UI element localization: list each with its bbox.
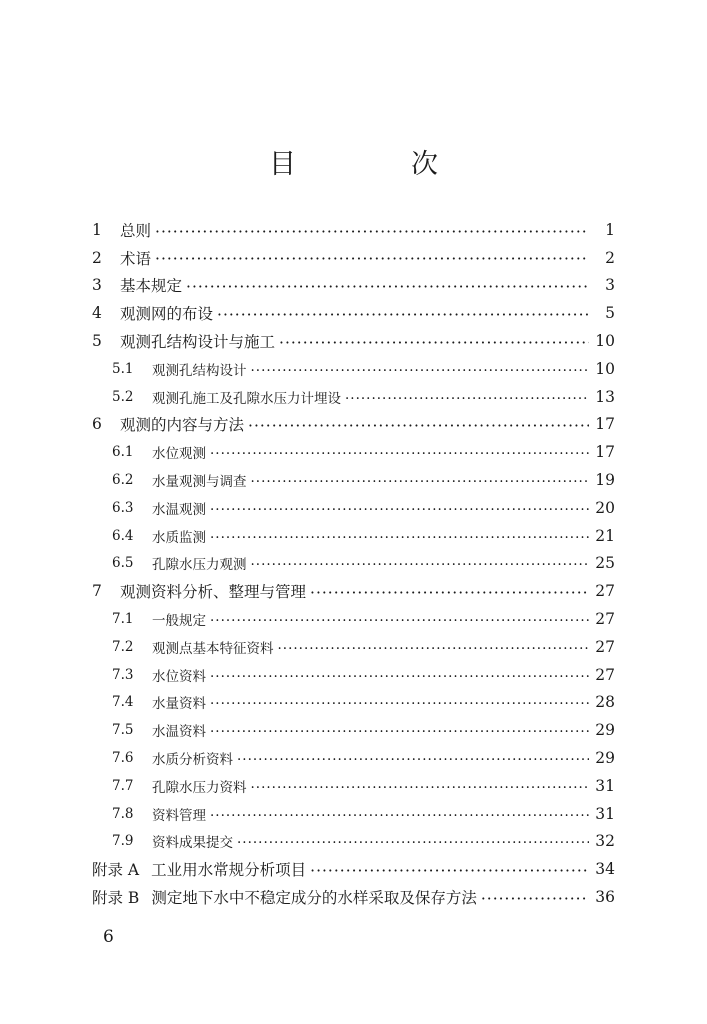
toc-entry-page: 27 [595, 665, 615, 684]
dot-leader [210, 530, 589, 546]
toc-entry-label: 观测资料分析、整理与管理 [120, 583, 307, 602]
dot-leader [279, 334, 589, 353]
toc-entry-number: 7.3 [112, 666, 134, 683]
dot-leader [481, 890, 589, 909]
dot-leader [210, 446, 589, 462]
toc-entry-label: 观测孔结构设计 [152, 362, 247, 379]
toc-entry-number: 4 [92, 304, 102, 323]
toc-entry-page: 31 [595, 776, 615, 795]
toc-entry-number: 5.1 [112, 360, 134, 377]
toc-entry[interactable] [92, 716, 615, 744]
dot-leader [251, 474, 590, 490]
toc-entry-page: 10 [595, 359, 615, 378]
toc-entry-label: 水质分析资料 [152, 752, 233, 769]
dot-leader [210, 613, 589, 629]
toc-entry-label: 孔隙水压力资料 [152, 779, 247, 796]
dot-leader [237, 835, 589, 851]
toc-entry-label: 观测网的布设 [120, 305, 214, 324]
dot-leader [251, 557, 590, 573]
toc-entry-number: 6.3 [112, 499, 134, 516]
toc-entry-number: 7.7 [112, 777, 134, 794]
toc-entry[interactable] [92, 244, 615, 272]
toc-entry[interactable] [92, 772, 615, 800]
dot-leader [155, 250, 589, 269]
toc-entry-label: 水温观测 [152, 501, 206, 518]
toc-entry-page: 17 [595, 415, 615, 434]
toc-entry-number: 7.1 [112, 611, 134, 628]
dot-leader [310, 584, 589, 603]
dot-leader [251, 363, 590, 379]
toc-entry-page: 27 [595, 582, 615, 601]
toc-entry-label: 孔隙水压力观测 [152, 557, 247, 574]
toc-entry-page: 20 [595, 498, 615, 517]
dot-leader [217, 306, 589, 325]
dot-leader [155, 223, 589, 242]
toc-entry-page: 5 [605, 304, 615, 323]
toc-entry-label: 资料管理 [152, 807, 206, 824]
dot-leader [210, 669, 589, 685]
dot-leader [237, 752, 589, 768]
toc-entry-number: 1 [92, 220, 102, 239]
toc-entry-page: 31 [595, 804, 615, 823]
toc-entry-label: 观测的内容与方法 [120, 416, 245, 435]
toc-entry-page: 25 [595, 554, 615, 573]
toc-entry-page: 28 [595, 693, 615, 712]
toc-entry-number: 附录 B [92, 889, 140, 908]
dot-leader [248, 417, 589, 436]
toc-entry[interactable] [92, 828, 615, 856]
toc-entry-number: 7.5 [112, 722, 134, 739]
toc-entry-number: 5.2 [112, 388, 134, 405]
toc-entry-page: 21 [595, 526, 615, 545]
toc-entry-number: 6.4 [112, 527, 134, 544]
toc-entry-number: 5 [92, 332, 102, 351]
dot-leader [210, 808, 589, 824]
toc-entry-label: 资料成果提交 [152, 835, 233, 852]
toc-entry-label: 一般规定 [152, 613, 206, 630]
toc-entry-page: 29 [595, 721, 615, 740]
toc-entry[interactable] [92, 327, 615, 355]
toc-entry-page: 29 [595, 749, 615, 768]
toc-entry-page: 17 [595, 443, 615, 462]
toc-entry-number: 7.4 [112, 694, 134, 711]
toc-title: 目 次 [269, 149, 482, 180]
dot-leader [251, 780, 590, 796]
toc-entry[interactable] [92, 383, 615, 411]
toc-entry[interactable] [92, 466, 615, 494]
dot-leader [345, 391, 589, 407]
toc-entry-page: 32 [595, 832, 615, 851]
toc-entry[interactable] [92, 216, 615, 244]
toc-entry-page: 10 [595, 332, 615, 351]
table-of-contents [92, 216, 615, 911]
toc-entry-page: 2 [605, 248, 615, 267]
toc-entry[interactable] [92, 605, 615, 633]
toc-entry-label: 总则 [120, 221, 152, 240]
dot-leader [186, 278, 589, 297]
toc-entry-number: 7.8 [112, 805, 134, 822]
dot-leader [210, 724, 589, 740]
toc-entry-label: 水位资料 [152, 668, 206, 685]
dot-leader [278, 641, 590, 657]
toc-entry[interactable] [92, 299, 615, 327]
toc-entry-number: 7.2 [112, 638, 134, 655]
toc-entry-page: 27 [595, 610, 615, 629]
toc-entry[interactable] [92, 855, 615, 883]
toc-entry-label: 水位观测 [152, 446, 206, 463]
toc-entry[interactable] [92, 550, 615, 578]
toc-entry[interactable] [92, 800, 615, 828]
toc-entry-page: 13 [595, 387, 615, 406]
toc-entry-label: 基本规定 [120, 277, 183, 296]
toc-entry-page: 27 [595, 637, 615, 656]
toc-entry-number: 6.2 [112, 472, 134, 489]
toc-entry[interactable] [92, 661, 615, 689]
dot-leader [210, 696, 589, 712]
toc-entry-label: 观测点基本特征资料 [152, 640, 274, 657]
toc-entry-label: 水量资料 [152, 696, 206, 713]
toc-entry-number: 7.6 [112, 750, 134, 767]
toc-entry-number: 6.5 [112, 555, 134, 572]
toc-entry-label: 观测孔结构设计与施工 [120, 333, 276, 352]
toc-entry[interactable] [92, 577, 615, 605]
toc-entry-page: 36 [595, 888, 615, 907]
toc-entry-label: 工业用水常规分析项目 [151, 861, 307, 880]
toc-entry-number: 附录 A [92, 861, 140, 880]
toc-entry-label: 水量观测与调查 [152, 474, 247, 491]
toc-entry-number: 7 [92, 582, 102, 601]
toc-entry-label: 水温资料 [152, 724, 206, 741]
dot-leader [310, 862, 589, 881]
toc-entry-page: 3 [605, 276, 615, 295]
toc-entry-number: 3 [92, 276, 102, 295]
toc-entry-page: 19 [595, 471, 615, 490]
toc-entry[interactable] [92, 883, 615, 911]
toc-entry[interactable] [92, 633, 615, 661]
toc-entry[interactable] [92, 522, 615, 550]
toc-entry-page: 1 [605, 220, 615, 239]
toc-entry[interactable] [92, 744, 615, 772]
dot-leader [210, 502, 589, 518]
toc-entry-number: 6.1 [112, 444, 134, 461]
toc-entry-page: 34 [595, 860, 615, 879]
page-number: 6 [103, 927, 114, 947]
toc-entry[interactable] [92, 494, 615, 522]
toc-entry-label: 观测孔施工及孔隙水压力计埋设 [152, 390, 341, 407]
toc-entry-number: 6 [92, 415, 102, 434]
toc-entry[interactable] [92, 438, 615, 466]
toc-entry-number: 2 [92, 248, 102, 267]
toc-entry-label: 术语 [120, 249, 152, 268]
toc-entry[interactable] [92, 689, 615, 717]
toc-entry-number: 7.9 [112, 833, 134, 850]
toc-entry-label: 水质监测 [152, 529, 206, 546]
toc-entry[interactable] [92, 355, 615, 383]
toc-entry[interactable] [92, 272, 615, 300]
toc-entry-label: 测定地下水中不稳定成分的水样采取及保存方法 [151, 889, 477, 908]
toc-entry[interactable] [92, 411, 615, 439]
